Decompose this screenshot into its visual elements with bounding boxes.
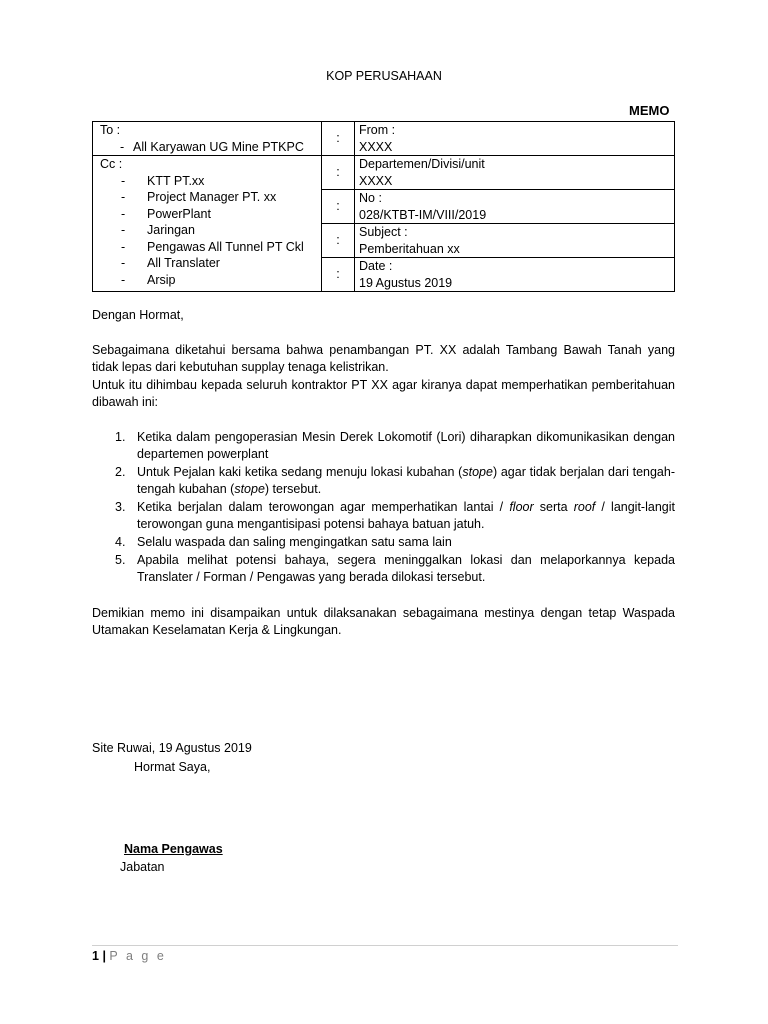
from-label: From :: [359, 123, 396, 137]
paragraph-intro: Sebagaimana diketahui bersama bahwa penambangan PT. XX adalah Tambang Bawah Tanah yang tidak lepas dari kebutuhan supplay tenaga kelistrikan.: [92, 343, 675, 374]
to-cell: [93, 122, 322, 156]
to-dash: -: [120, 139, 125, 154]
page-label: P a g e: [109, 949, 167, 963]
list-item: 4. Selalu waspada dan saling mengingatkan satu sama lain: [115, 535, 452, 549]
memo-label: MEMO: [629, 103, 670, 118]
signature-place-date: Site Ruwai, 19 Agustus 2019: [92, 741, 252, 755]
signature-position: Jabatan: [120, 860, 165, 874]
instruction-list: [92, 429, 675, 587]
footer-divider: [92, 945, 678, 946]
table-row-cc: [93, 156, 675, 190]
date-label: Date :: [359, 259, 393, 273]
colon-to: :: [322, 122, 355, 156]
paragraph-instruction: Untuk itu dihimbau kepada seluruh kontraktor PT XX agar kiranya dapat memperhatikan pemberitahuan dibawah ini:: [92, 378, 675, 409]
date-cell: [355, 258, 675, 292]
list-item: - Pengawas All Tunnel PT Ckl: [121, 239, 304, 254]
list-item: 1. Ketika dalam pengoperasian Mesin Derek Lokomotif (Lori) diharapkan dikomunikasikan dengan departemen powerplant: [115, 430, 675, 461]
colon-subject: :: [322, 224, 355, 258]
dept-cell: [355, 156, 675, 190]
cc-label: Cc :: [100, 157, 123, 171]
colon-dept: :: [322, 156, 355, 190]
list-item: 2. Untuk Pejalan kaki ketika sedang menuju lokasi kubahan (stope) agar tidak berjalan dari tengah-tengah kubahan (stope) tersebut.: [115, 465, 675, 496]
subject-value: Pemberitahuan xx: [359, 241, 460, 256]
page-number: 1: [92, 949, 99, 963]
list-item: 3. Ketika berjalan dalam terowongan agar memperhatikan lantai / floor serta roof / langit-langit terowongan guna mengantisipasi potensi bahaya batuan jatuh.: [115, 500, 675, 531]
subject-cell: [355, 224, 675, 258]
colon-no: :: [322, 190, 355, 224]
list-item: - Project Manager PT. xx: [121, 190, 277, 204]
dept-value: XXXX: [359, 173, 393, 188]
subject-label: Subject :: [359, 225, 408, 239]
list-item: 5. Apabila melihat potensi bahaya, segera meninggalkan lokasi dan melaporkannya kepada Translater / Forman / Pengawas yang berada dilokasi tersebut.: [115, 553, 675, 584]
from-value: XXXX: [359, 139, 393, 154]
to-label: To :: [100, 123, 121, 137]
colon-date: :: [322, 258, 355, 292]
memo-info-table: [92, 121, 675, 292]
signature-regards: Hormat Saya,: [134, 760, 211, 774]
date-value: 19 Agustus 2019: [359, 275, 453, 290]
greeting: Dengan Hormat,: [92, 308, 184, 322]
no-value: 028/KTBT-IM/VIII/2019: [359, 207, 487, 222]
footer-separator: |: [102, 949, 106, 963]
no-cell: [355, 190, 675, 224]
cc-list: [93, 173, 321, 289]
no-label: No :: [359, 191, 382, 205]
list-item: - PowerPlant: [121, 206, 211, 221]
signature-name: Nama Pengawas: [124, 842, 223, 856]
list-item: - All Translater: [121, 256, 220, 270]
list-item: - Arsip: [121, 272, 176, 287]
table-row-to: [93, 122, 675, 156]
cc-cell: [93, 156, 322, 292]
page-footer: [92, 949, 166, 963]
dept-label: Departemen/Divisi/unit: [359, 157, 485, 171]
list-item: - Jaringan: [121, 223, 195, 237]
from-cell: [355, 122, 675, 156]
document-header: KOP PERUSAHAAN: [326, 69, 442, 83]
list-item: - KTT PT.xx: [121, 173, 205, 188]
closing-paragraph: Demikian memo ini disampaikan untuk dilaksanakan sebagaimana mestinya dengan tetap Waspada Utamakan Keselamatan Kerja & Lingkungan.: [92, 606, 675, 637]
to-value: All Karyawan UG Mine PTKPC: [133, 139, 304, 154]
